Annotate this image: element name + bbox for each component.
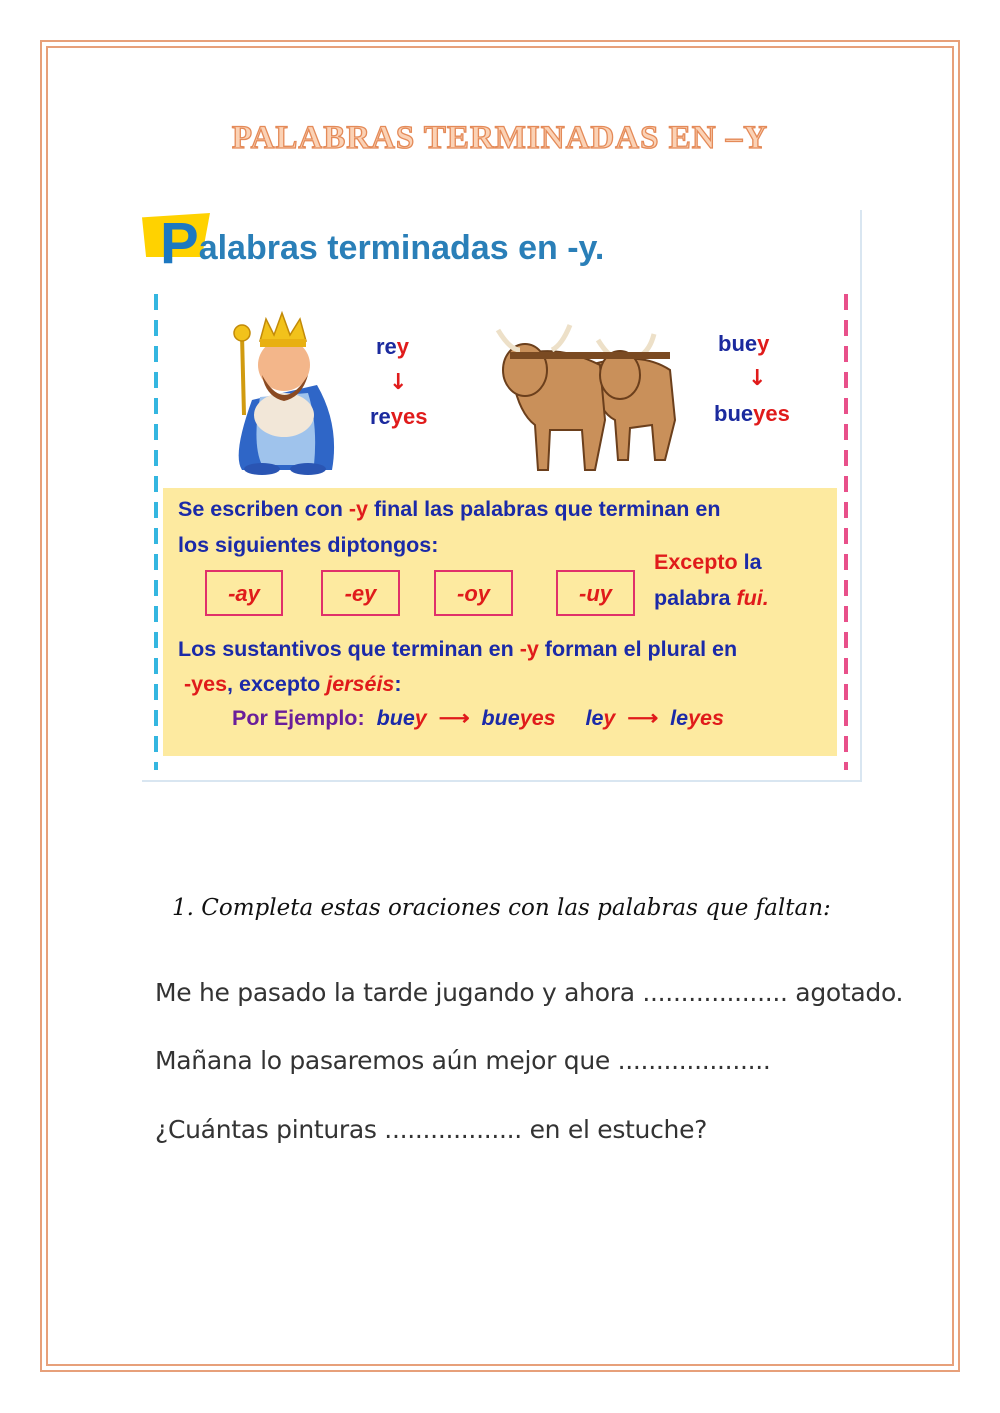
diphthong-oy: -oy <box>434 570 513 616</box>
arrow-right-icon: ⟶ <box>627 706 659 730</box>
rule1-line2: los siguientes diptongos: <box>178 533 439 557</box>
exercise-sentence-1[interactable]: Me he pasado la tarde jugando y ahora ................... agotado. <box>155 978 904 1007</box>
exercise-sentence-3[interactable]: ¿Cuántas pinturas .................. en el estuche? <box>155 1115 708 1144</box>
king-illustration <box>222 305 344 475</box>
word-reyes: reyes <box>370 404 428 429</box>
word-bueyes: bueyes <box>714 401 790 426</box>
exception-line2: palabra fui. <box>654 586 769 610</box>
word-buey: buey <box>718 331 770 356</box>
page-title: PALABRAS TERMINADAS EN –Y <box>231 120 769 156</box>
word-rey: rey <box>376 334 410 359</box>
arrow-down-icon: ↓ <box>748 366 767 391</box>
arrow-down-icon: ↓ <box>389 370 408 395</box>
diphthong-ay: -ay <box>205 570 283 616</box>
rule2-line1: Los sustantivos que terminan en -y forman el plural en <box>178 637 738 661</box>
card-title-initial: P <box>160 211 199 276</box>
diphthong-uy: -uy <box>556 570 635 616</box>
card-title-rest: alabras terminadas en -y. <box>198 229 605 267</box>
diphthong-ey: -ey <box>321 570 400 616</box>
oxen-illustration <box>490 310 690 475</box>
card-title <box>160 211 605 278</box>
arrow-right-icon: ⟶ <box>438 706 470 730</box>
exercise-sentence-2[interactable]: Mañana lo pasaremos aún mejor que .................... <box>155 1046 771 1075</box>
rule1-line1: Se escriben con -y final las palabras que terminan en <box>178 497 721 521</box>
rule2-line2: -yes, excepto jerséis: <box>184 672 402 696</box>
exercise-heading: 1. Completa estas oraciones con las palabras que faltan: <box>172 895 831 921</box>
exception-line1: Excepto la <box>654 550 762 574</box>
example-line: Por Ejemplo: buey ⟶ bueyes ley ⟶ leyes <box>232 706 724 730</box>
